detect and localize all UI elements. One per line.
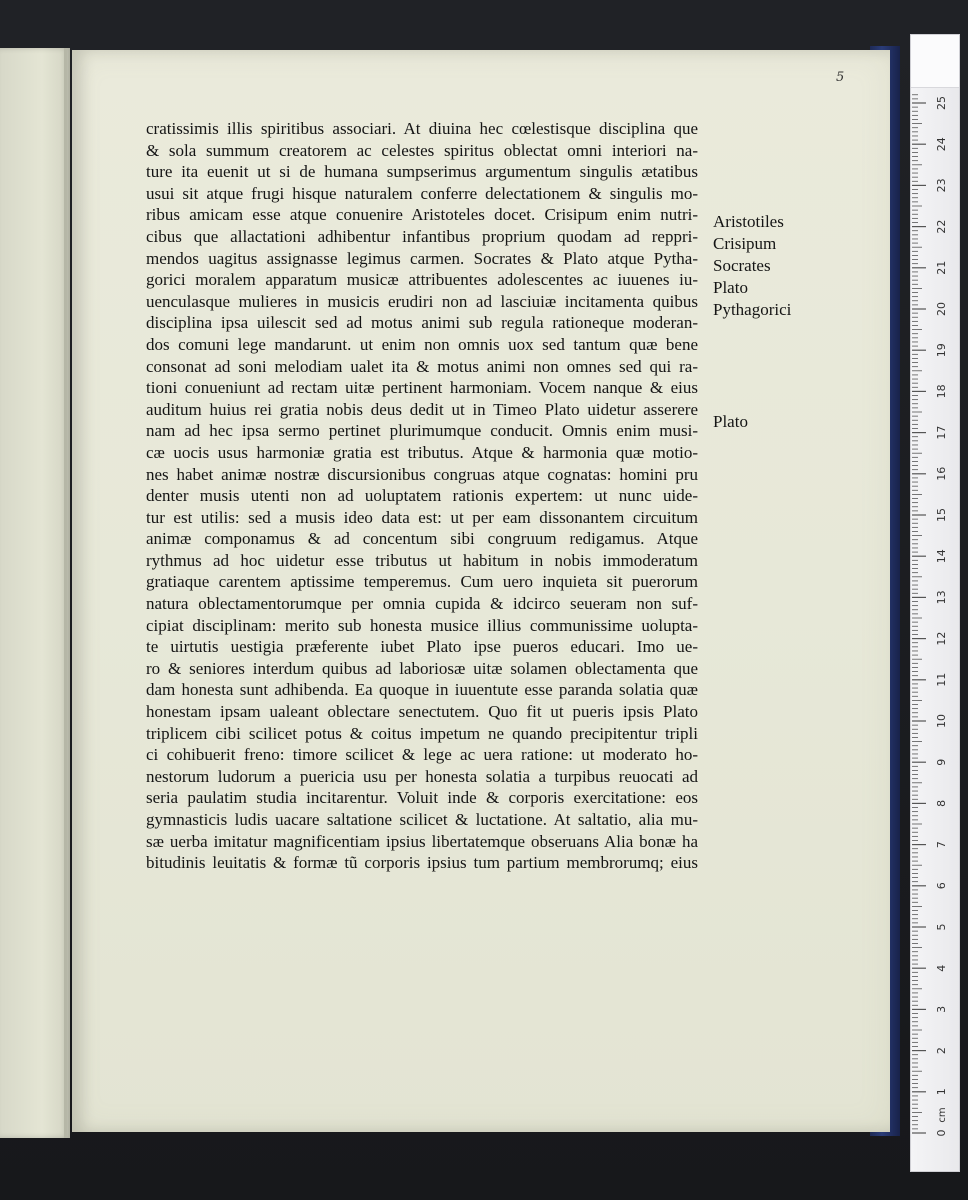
text-line: usui sit atque frugi hisque naturalem conferre delectationem & singulis mo- — [146, 183, 698, 203]
ruler-number: 2 — [935, 1047, 948, 1055]
text-line: gratiaque carentem aptissime temperemus. Cum uero inquieta sit puerorum — [146, 572, 698, 592]
text-line: animæ componamus & ad concentum sibi congruum redigamus. Atque — [146, 529, 698, 549]
book-gutter — [64, 48, 67, 1138]
ruler-number: 24 — [935, 137, 948, 152]
text-line: sæ uerba imitatur magnificentiam ipsius libertatemque obseruans Alia bonæ ha — [146, 831, 698, 851]
text-line: & sola summum creatorem ac celestes spiritus oblectat omni interiori na- — [146, 140, 698, 160]
text-line: rythmus ad hoc uidetur esse tributus ut habitum in nobis immoderatum — [146, 550, 698, 570]
text-line: ribus amicam esse atque conuenire Aristoteles docet. Crisipum enim nutri- — [146, 205, 698, 225]
text-line: tioni conueniunt ad rectam uitæ pertinent harmoniam. Vocem nanque & eius — [146, 378, 698, 398]
text-line: dos comuni lege mandarunt. ut enim non omnis uox sed tantum quæ bene — [146, 334, 698, 354]
text-line: mendos uagitus assignasse legimus carmen. Socrates & Plato atque Pytha- — [146, 248, 698, 268]
text-line: consonat ad soni melodiam ualet ita & motus animi non omnes sed qui ra- — [146, 356, 698, 376]
text-line: uenculasque mulieres in musicis erudiri non ad lasciuiæ incitamenta quibus — [146, 291, 698, 311]
text-line: gorici moralem apparatum musicæ attribuentes adolescentes ac iuuenes iu- — [146, 270, 698, 290]
ruler-number: 15 — [935, 508, 948, 522]
measuring-ruler — [910, 34, 960, 1172]
text-line: cibus que allactationi adhibentur infantibus proprium quodam ad reppri- — [146, 226, 698, 246]
ruler-number: 17 — [935, 425, 948, 440]
marginal-note: Socrates — [713, 256, 771, 275]
text-line: nes habet animæ nostræ discursionibus congruas atque cognatas: homini pru — [146, 464, 698, 484]
marginal-note: Plato — [713, 412, 748, 431]
text-line: disciplina ipsa uilescit sed ad motus animi sub regula rationeque moderan- — [146, 313, 698, 333]
marginal-note: Aristotiles — [713, 212, 784, 231]
ruler-number: 16 — [935, 466, 948, 481]
text-line: dam honesta sunt adhibenda. Ea quoque in iuuentute esse paranda solatia quæ — [146, 680, 698, 700]
text-line: natura oblectamentorumque per omnia cupida & idcirco seueram non suf- — [146, 594, 698, 614]
marginal-note: Plato — [713, 278, 748, 297]
main-text-block — [146, 118, 698, 874]
ruler-number: 23 — [935, 178, 948, 193]
ruler-number: 10 — [935, 714, 948, 728]
ruler-number: 19 — [935, 343, 948, 358]
ruler-number: 22 — [935, 219, 948, 234]
ruler-number: 8 — [935, 799, 948, 807]
ruler-scale — [911, 35, 959, 1171]
text-line: ture ita euenit ut si de humana sumpserimus argumentum singulis ætatibus — [146, 162, 698, 182]
ruler-unit-label: cm — [937, 1107, 948, 1123]
ruler-number: 12 — [935, 631, 948, 646]
ruler-number: 1 — [935, 1088, 948, 1096]
text-line: ci cohibuerit freno: timore scilicet & lege ac uera ratione: ut moderato ho- — [146, 745, 698, 765]
ruler-number: 7 — [935, 841, 948, 849]
text-line: te uirtutis uestigia præferente iubet Plato ipse pueros educari. Imo ue- — [146, 637, 698, 657]
folio-number: 5 — [836, 70, 845, 85]
ruler-number: 6 — [935, 882, 948, 890]
bleed-through-text — [736, 154, 740, 172]
text-line: triplicem cibi scilicet potus & coitus impetum ne quando precipitentur tripli — [146, 723, 698, 743]
ruler-number: 18 — [935, 384, 948, 399]
text-line: tur est utilis: sed a musis ideo data est: ut per eam dissonantem circuitum — [146, 507, 698, 527]
text-line: cipiat disciplinam: merito sub honesta musice illius communissime uolupta- — [146, 615, 698, 635]
ruler-number: 14 — [935, 549, 948, 564]
left-page — [0, 48, 70, 1138]
ruler-number: 13 — [935, 590, 948, 605]
text-line: denter musis utenti non ad uoluptatem rationis expertem: ut nunc uide- — [146, 486, 698, 506]
text-line: auditum huius rei gratia nobis deus dedit ut in Timeo Plato uidetur asserere — [146, 399, 698, 419]
ruler-number: 25 — [935, 96, 948, 110]
ruler-number: 20 — [935, 302, 948, 316]
text-line: nam ad hec ipsa sermo pertinet plurimumque conducit. Omnis enim musi- — [146, 421, 698, 441]
ruler-number: 11 — [935, 672, 948, 687]
ruler-number: 21 — [935, 260, 948, 275]
text-line: cæ uocis usus harmoniæ gratia est tributus. Atque & harmonia quæ motio- — [146, 442, 698, 462]
text-line: nestorum ludorum a puericia usu per honesta solatia a turpibus reuocati ad — [146, 766, 698, 786]
text-line: ro & seniores interdum quibus ad laboriosæ uitæ solamen oblectamenta que — [146, 658, 698, 678]
text-line: seria paulatim studia incitarentur. Voluit inde & corporis exercitatione: eos — [146, 788, 698, 808]
ruler-number: 4 — [935, 964, 948, 972]
text-line: bitudinis leuitatis & formæ tũ corporis ipsius tum partium membrorumq; eius — [146, 853, 698, 873]
ruler-number: 9 — [935, 758, 948, 766]
text-line: cratissimis illis spiritibus associari. At diuina hec cœlestisque disciplina que — [146, 119, 698, 138]
marginal-note: Crisipum — [713, 234, 777, 253]
ruler-number: 5 — [935, 923, 948, 931]
text-line: honestam ipsam ualeant oblectare senectutem. Quo fit ut pueris ipsis Plato — [146, 702, 698, 722]
ruler-number: 3 — [935, 1005, 948, 1013]
ruler-number: 0 — [935, 1129, 948, 1137]
marginal-note: Pythagorici — [713, 300, 792, 319]
text-line: gymnasticis ludis uacare saltatione scilicet & luctatione. At saltatio, alia mu- — [146, 810, 698, 829]
